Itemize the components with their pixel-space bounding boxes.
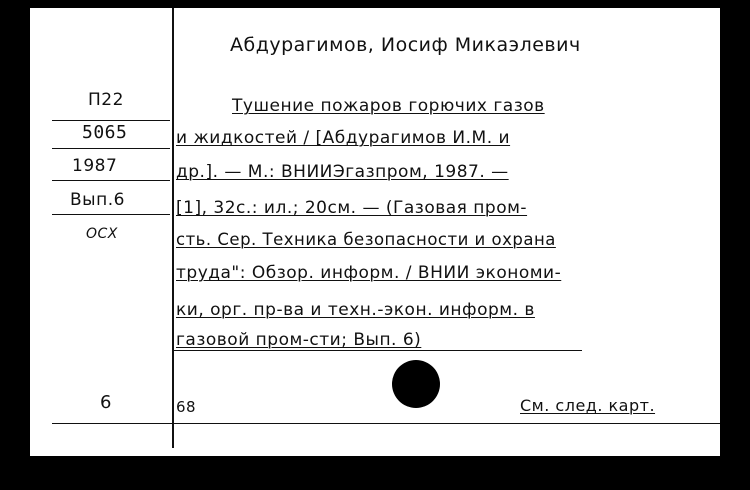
rule-footer bbox=[52, 423, 720, 424]
rule-number bbox=[52, 148, 170, 149]
location-note: OCX bbox=[86, 226, 118, 242]
punch-hole bbox=[392, 360, 440, 408]
description-line-7: ки, орг. пр-ва и техн.-экон. информ. в bbox=[176, 300, 535, 320]
description-line-4: [1], 32с.: ил.; 20см. — (Газовая пром- bbox=[176, 198, 528, 218]
rule-body-bottom bbox=[172, 350, 582, 351]
issue-number: Вып.6 bbox=[70, 190, 125, 210]
description-line-2: и жидкостей / [Абдурагимов И.М. и bbox=[176, 128, 511, 148]
author-heading: Абдурагимов, Иосиф Микаэлевич bbox=[230, 34, 581, 56]
accession-number: 5065 bbox=[82, 122, 128, 143]
rule-shelfmark bbox=[52, 120, 170, 121]
description-line-6: труда": Обзор. информ. / ВНИИ экономи- bbox=[176, 263, 562, 283]
description-line-1: Тушение пожаров горючих газов bbox=[232, 96, 545, 116]
description-line-3: др.]. — М.: ВНИИЭгазпром, 1987. — bbox=[176, 162, 509, 182]
catalog-card bbox=[30, 8, 720, 456]
left-column-divider bbox=[172, 8, 174, 448]
continued-label: См. след. карт. bbox=[520, 396, 656, 415]
rule-year bbox=[52, 180, 170, 181]
description-line-5: сть. Сер. Техника безопасности и охрана bbox=[176, 230, 556, 249]
page-count: 68 bbox=[176, 398, 197, 416]
copies-count: 6 bbox=[100, 392, 112, 413]
publication-year: 1987 bbox=[72, 156, 118, 176]
rule-issue bbox=[52, 214, 170, 215]
shelfmark: П22 bbox=[88, 90, 124, 110]
description-line-8: газовой пром-сти; Вып. 6) bbox=[176, 330, 422, 350]
